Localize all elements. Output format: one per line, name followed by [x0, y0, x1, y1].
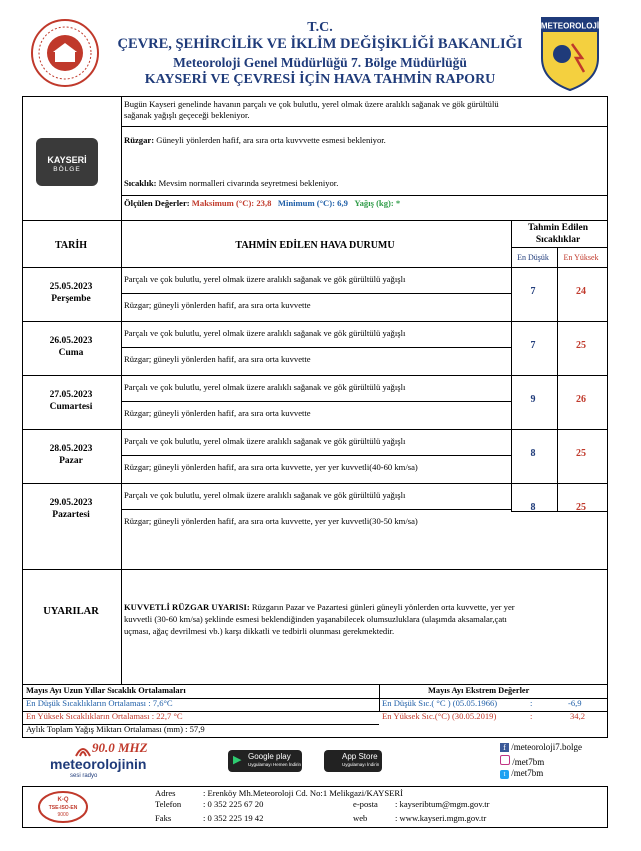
row-day: Cuma	[58, 348, 84, 358]
summary-general-cont: sağanak yağışlı geçeceği bekleniyor.	[124, 110, 250, 120]
row-min: 8	[530, 502, 536, 513]
row-date: 29.05.2023	[49, 498, 93, 508]
row-wind: Rüzgar; güneyli yönlerden hafif, ara sıra orta kuvvette	[124, 408, 311, 418]
row-wind: Rüzgar; güneyli yönlerden hafif, ara sıra orta kuvvette	[124, 300, 311, 310]
row-wind: Rüzgar; güneyli yönlerden hafif, ara sıra orta kuvvette, yer yer kuvvetli(30-50 km/sa)	[124, 516, 418, 526]
extremes-title: Mayıs Ayı Ekstrem Değerler	[428, 686, 530, 695]
google-play-button[interactable]: ▶ Google play Uygulamayı Hemen İndirin	[228, 750, 302, 772]
facebook-link[interactable]: f /meteoroloji7.bolge	[500, 742, 582, 752]
row-date: 28.05.2023	[49, 444, 93, 454]
svg-text:9000: 9000	[57, 812, 69, 818]
row-day: Pazar	[59, 456, 83, 466]
kayseri-bolge-badge	[36, 138, 98, 186]
warning-line1: KUVVETLİ RÜZGAR UYARISI: Rüzgarın Pazar ve Pazartesi günleri güneyli yönlerden orta kuvvette, yer yer	[124, 602, 515, 612]
row-day: Pazartesi	[52, 510, 90, 520]
google-play-icon: ▶	[233, 754, 242, 766]
row-date: 27.05.2023	[49, 390, 93, 400]
header-directorate: Meteoroloji Genel Müdürlüğü 7. Bölge Müdürlüğü	[173, 55, 467, 70]
web-value[interactable]: : www.kayseri.mgm.gov.tr	[395, 813, 487, 823]
meteoroloji-logo-icon	[538, 14, 602, 92]
address-label: Adres	[155, 788, 176, 798]
row-day: Perşembe	[51, 294, 91, 304]
row-weather: Parçalı ve çok bulutlu, yerel olmak üzere aralıklı sağanak ve gök gürültülü yağışlı	[124, 382, 406, 392]
warning-line3: uçması, ağaç devrilmesi vb.) karşı dikkatli ve tedbirli olunması gerekmektedir.	[124, 626, 395, 636]
svg-text:TSE-ISO-EN: TSE-ISO-EN	[48, 805, 78, 811]
row-weather: Parçalı ve çok bulutlu, yerel olmak üzere aralıklı sağanak ve gök gürültülü yağışlı	[124, 436, 406, 446]
radio-brand-sub: sesi radyo	[70, 773, 98, 779]
contact-block	[22, 786, 608, 828]
extreme-high-label: En Yüksek Sıc.(°C) (30.05.2019)	[382, 711, 497, 721]
summary-measured: Ölçülen Değerler: Maksimum (°C): 23,8 Minimum (°C): 6,9 Yağış (kg): *	[124, 198, 401, 208]
row-date: 26.05.2023	[49, 336, 93, 346]
badge-subtitle: BÖLGE	[53, 166, 81, 173]
row-min: 7	[530, 286, 536, 297]
app-store-button[interactable]: App Store Uygulamayı İndirin	[324, 750, 382, 772]
extreme-high-sep: :	[530, 711, 533, 721]
svg-text:METEOROLOJİ: METEOROLOJİ	[540, 21, 600, 31]
ministry-seal-icon	[30, 18, 100, 88]
longterm-high: En Yüksek Sıcaklıkların Ortalaması : 22,7 °C	[26, 711, 183, 721]
header-ministry: ÇEVRE, ŞEHİRCİLİK VE İKLİM DEĞİŞİKLİĞİ BAKANLIĞI	[117, 36, 523, 52]
row-weather: Parçalı ve çok bulutlu, yerel olmak üzere aralıklı sağanak ve gök gürültülü yağışlı	[124, 490, 406, 500]
facebook-icon: f	[500, 743, 509, 752]
row-max: 24	[576, 286, 586, 297]
radio-frequency: 90.0 MHZ	[92, 740, 148, 755]
fax-value: : 0 352 225 19 42	[203, 813, 264, 823]
tse-logo-icon	[37, 790, 89, 824]
report-header	[0, 0, 641, 95]
col-temps-header: Tahmin Edilen Sıcaklıklar	[527, 223, 589, 245]
col-min-header: En Düşük	[517, 253, 549, 262]
extreme-low-sep: :	[530, 698, 533, 708]
row-max: 25	[576, 448, 586, 459]
summary-general: Bugün Kayseri genelinde havanın parçalı ve çok bulutlu, yerel olmak üzere aralıklı sağanak ve gök gürültülü	[124, 99, 499, 109]
longterm-rain: Aylık Toplam Yağış Miktarı Ortalaması (mm) : 57,9	[26, 724, 205, 734]
longterm-low: En Düşük Sıcaklıkların Ortalaması : 7,6°C	[26, 698, 173, 708]
row-max: 25	[576, 340, 586, 351]
warnings-label: UYARILAR	[43, 606, 99, 617]
extreme-high-value: 34,2	[570, 711, 586, 721]
col-forecast-header: TAHMİN EDİLEN HAVA DURUMU	[235, 240, 395, 251]
twitter-icon: t	[500, 770, 509, 779]
row-weather: Parçalı ve çok bulutlu, yerel olmak üzere aralıklı sağanak ve gök gürültülü yağışlı	[124, 328, 406, 338]
summary-wind: Rüzgar: Güneyli yönlerden hafif, ara sıra orta kuvvvette esmesi bekleniyor.	[124, 135, 386, 145]
row-max: 26	[576, 394, 586, 405]
address-value: : Erenköy Mh.Meteoroloji Cd. No:1 Melikgazi/KAYSERİ	[203, 788, 403, 798]
longterm-title: Mayıs Ayı Uzun Yıllar Sıcaklık Ortalamaları	[26, 686, 186, 695]
header-tc: T.C.	[307, 20, 333, 35]
phone-value: : 0 352 225 67 20	[203, 799, 264, 809]
radio-brand: meteorolojinin	[50, 756, 147, 772]
col-max-header: En Yüksek	[563, 253, 599, 262]
col-date-header: TARİH	[54, 240, 88, 251]
report-title: KAYSERİ VE ÇEVRESİ İÇİN HAVA TAHMİN RAPORU	[144, 72, 496, 87]
fax-label: Faks	[155, 813, 172, 823]
instagram-icon	[500, 755, 510, 765]
row-day: Cumartesi	[49, 402, 93, 412]
extreme-low-value: -6,9	[568, 698, 582, 708]
row-min: 8	[530, 448, 536, 459]
row-weather: Parçalı ve çok bulutlu, yerel olmak üzere aralıklı sağanak ve gök gürültülü yağışlı	[124, 274, 406, 284]
badge-title: KAYSERİ	[47, 155, 87, 165]
row-wind: Rüzgar; güneyli yönlerden hafif, ara sıra orta kuvvette	[124, 354, 311, 364]
web-label: web	[353, 813, 368, 823]
extreme-low-label: En Düşük Sıc.( °C ) (05.05.1966)	[382, 698, 498, 708]
instagram-link[interactable]: /met7bm	[500, 755, 544, 767]
email-label: e-posta	[353, 799, 378, 809]
row-max: 25	[576, 502, 586, 513]
twitter-link[interactable]: t /met7bm	[500, 768, 543, 779]
row-min: 9	[530, 394, 536, 405]
row-min: 7	[530, 340, 536, 351]
row-wind: Rüzgar; güneyli yönlerden hafif, ara sıra orta kuvvette, yer yer kuvvetli(40-60 km/sa)	[124, 462, 418, 472]
svg-text:K-Q: K-Q	[57, 797, 69, 803]
phone-label: Telefon	[155, 799, 182, 809]
summary-temperature: Sıcaklık: Mevsim normalleri civarında seyretmesi bekleniyor.	[124, 178, 339, 188]
email-value[interactable]: : kayseribtum@mgm.gov.tr	[395, 799, 490, 809]
promo-bar	[22, 738, 606, 786]
warning-line2: kuvvetli (30-60 km/sa) şeklinde esmesi beklendiğinden yaşanabilecek olumsuzluklara (ulaşımda aksamalar,çatı	[124, 614, 507, 624]
row-date: 25.05.2023	[49, 282, 93, 292]
